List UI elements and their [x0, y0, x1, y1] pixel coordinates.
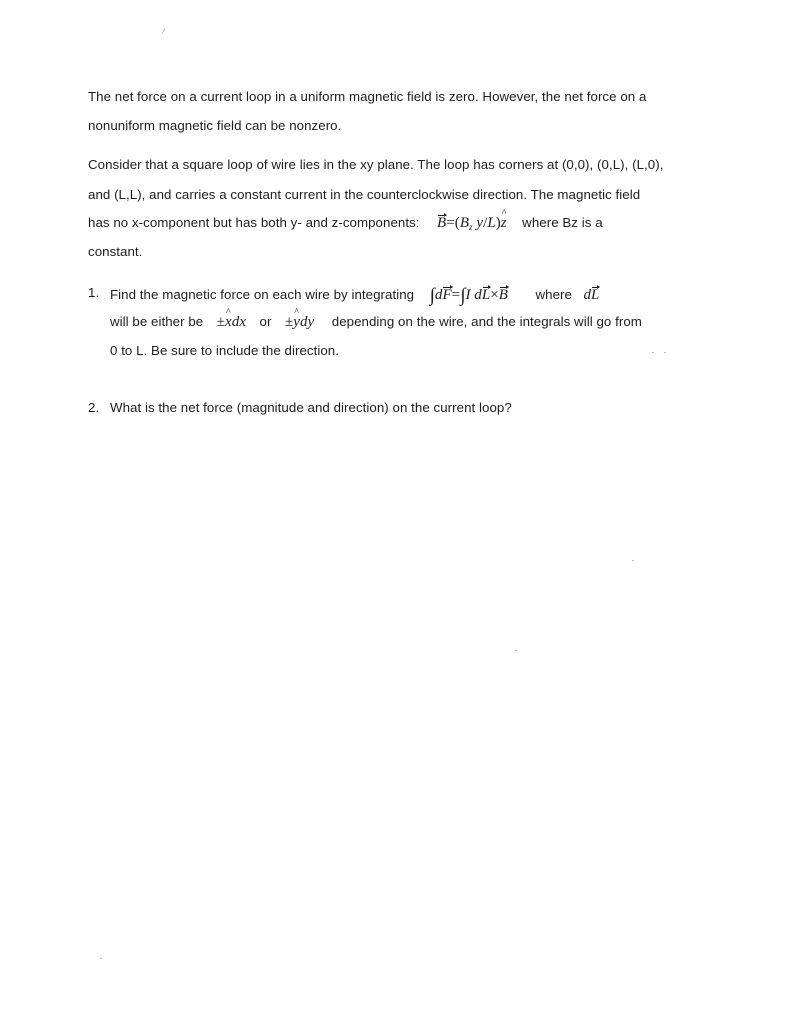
scan-speck: [162, 28, 166, 34]
question-2-text: What is the net force (magnitude and direction) on the current loop?: [110, 400, 512, 415]
dl-vector-symbol: dL: [583, 287, 600, 303]
scan-speck: [652, 352, 654, 353]
question-1-where: where: [535, 287, 572, 302]
question-1-or: or: [259, 314, 272, 329]
paragraph-2-line-1: Consider that a square loop of wire lies in the xy plane. The loop has corners at (0,0), (0,L), (L,0),: [88, 157, 664, 172]
question-1-line-2-end: depending on the wire, and the integrals will go from: [331, 314, 642, 329]
scan-speck: [100, 958, 102, 959]
paragraph-1-line-2: nonuniform magnetic field can be nonzero.: [88, 118, 342, 133]
paragraph-2-line-3-after: where Bz is a: [522, 215, 603, 230]
question-1-line-2-start: will be either be: [110, 314, 204, 329]
scan-speck: [515, 650, 517, 651]
x-hat-dx-term: ±x ^dx: [217, 314, 246, 330]
paragraph-2-line-3: [88, 215, 603, 232]
y-hat-dy-term: ±y ^dy: [285, 314, 314, 330]
scan-speck: [632, 560, 634, 561]
question-1-line-2: [110, 314, 642, 331]
question-1-line-1: [110, 285, 599, 307]
paragraph-2-line-4: constant.: [88, 244, 143, 259]
question-1-line-1-text: Find the magnetic force on each wire by integrating: [110, 287, 415, 302]
paragraph-2-line-3-text: has no x-component but has both y- and z-components:: [88, 215, 420, 230]
force-integral-equation: ∫dF=∫I dL×B: [429, 285, 508, 306]
magnetic-field-equation: $B=(B_z$ y/L)z ^: [437, 215, 507, 231]
paragraph-1-line-1: The net force on a current loop in a uniform magnetic field is zero. However, the net force on a: [88, 89, 647, 104]
question-1-line-3: 0 to L. Be sure to include the direction.: [110, 343, 339, 358]
question-2-number: 2.: [88, 400, 100, 415]
question-1-number: 1.: [88, 285, 100, 300]
scan-speck: [664, 352, 666, 353]
paragraph-2-line-2: and (L,L), and carries a constant current in the counterclockwise direction. The magnetic field: [88, 187, 641, 202]
